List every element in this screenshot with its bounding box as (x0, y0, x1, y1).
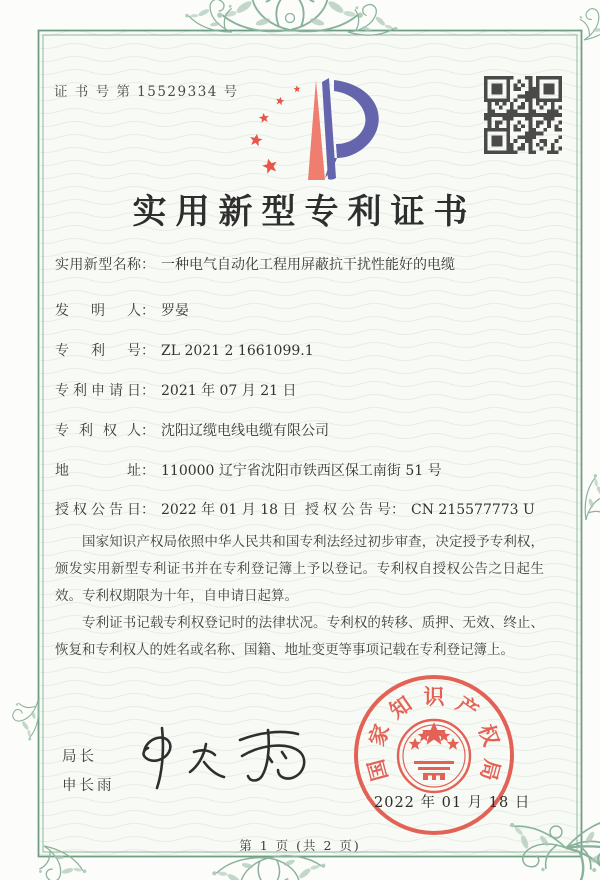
field-colon: ： (141, 383, 155, 399)
legal-paragraph-2: 专利证书记载专利权登记时的法律状况。专利权的转移、质押、无效、终止、恢复和专利权人的姓名或名称、国籍、地址变更等事项记载在专利登记簿上。 (55, 615, 544, 658)
legal-paragraph-1: 国家知识产权局依照中华人民共和国专利法经过初步审查，决定授予专利权，颁发实用新型专利证书并在专利登记簿上予以登记。专利权自授权公告之日起生效。专利权期限为十年，自申请日起算。 (55, 534, 544, 604)
field-colon: ： (391, 502, 405, 518)
field-value: 罗晏 (161, 303, 189, 319)
field-value: ZL 2021 2 1661099.1 (161, 343, 314, 359)
seal-char: 知 (384, 690, 417, 724)
field-colon: ： (141, 303, 155, 319)
field-label: 专利号 (55, 343, 141, 359)
seal-char: 权 (473, 720, 505, 750)
seal-char: 产 (451, 690, 484, 724)
field-label: 授权公告号 (305, 502, 391, 518)
field-row-inventor (55, 300, 545, 320)
director-name: 申长雨 (62, 778, 115, 794)
field-label: 实用新型名称 (55, 257, 141, 273)
director-signature (122, 722, 332, 812)
field-row-grant (55, 499, 545, 519)
seal-char: 识 (423, 684, 445, 709)
field-value: 一种电气自动化工程用屏蔽抗干扰性能好的电缆 (161, 257, 455, 273)
director-title: 局长 (62, 749, 97, 765)
field-row-address (55, 460, 545, 480)
field-colon: ： (141, 343, 155, 359)
field-label: 授权公告日 (55, 502, 141, 518)
field-row-patent-no (55, 340, 545, 360)
page-footer: 第 1 页 (共 2 页) (239, 838, 361, 853)
field-colon: ： (141, 257, 155, 273)
field-label: 发明人 (55, 303, 141, 319)
certificate-number: 证 书 号 第 15529334 号 (54, 84, 239, 100)
logo-stars (249, 85, 301, 174)
logo-p (322, 78, 379, 180)
field-row-name (55, 254, 545, 274)
field-value: 2022 年 01 月 18 日 (161, 502, 297, 518)
seal-char: 家 (363, 720, 395, 750)
field-value: 2021 年 07 月 21 日 (161, 383, 297, 399)
seal-date: 2022 年 01 月 18 日 (374, 795, 531, 811)
cnipa-logo (230, 74, 398, 188)
field-row-filing-date (55, 380, 545, 400)
logo-wedge (308, 80, 325, 180)
field-colon: ： (141, 423, 155, 439)
qr-code (484, 76, 562, 154)
field-label: 地址 (55, 463, 141, 479)
field-value: CN 215577773 U (411, 502, 535, 518)
certificate-title: 实用新型专利证书 (132, 192, 477, 232)
official-seal (349, 668, 519, 842)
field-value: 沈阳辽缆电线电缆有限公司 (161, 423, 329, 439)
field-label: 专利权人 (55, 423, 141, 439)
national-emblem-icon (398, 720, 470, 792)
field-label: 专利申请日 (55, 383, 141, 399)
seal-char: 国 (362, 756, 393, 784)
field-value: 110000 辽宁省沈阳市铁西区保工南街 51 号 (161, 463, 442, 479)
field-colon: ： (141, 502, 155, 518)
seal-char: 局 (475, 756, 506, 784)
field-row-patentee (55, 420, 545, 440)
field-grant-number (305, 499, 535, 519)
legal-text (55, 529, 544, 664)
field-colon: ： (141, 463, 155, 479)
